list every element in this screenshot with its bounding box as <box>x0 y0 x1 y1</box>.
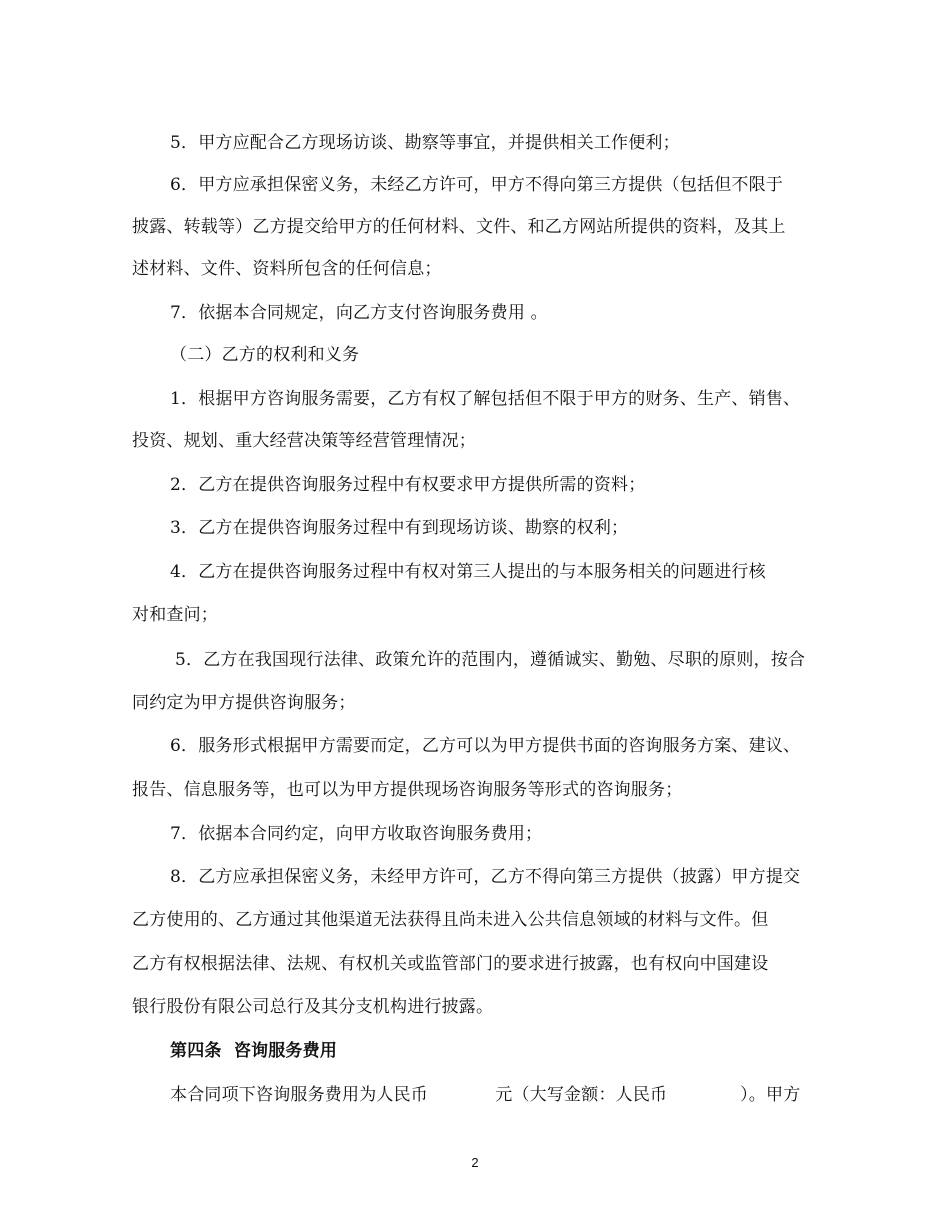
paragraph-line: 乙方使用的、乙方通过其他渠道无法获得且尚未进入公共信息领域的材料与文件。但 <box>132 910 769 930</box>
paragraph-line: 6．服务形式根据甲方需要而定，乙方可以为甲方提供书面的咨询服务方案、建议、 <box>170 736 801 756</box>
paragraph-line: 披露、转载等）乙方提交给甲方的任何材料、文件、和乙方网站所提供的资料，及其上 <box>132 217 786 237</box>
paragraph-line: 投资、规划、重大经营决策等经营管理情况； <box>132 431 476 451</box>
article-heading: 第四条 咨询服务费用 <box>170 1041 338 1061</box>
paragraph-line: 3．乙方在提供咨询服务过程中有到现场访谈、勘察的权利； <box>170 518 629 538</box>
paragraph-line: 5．甲方应配合乙方现场访谈、勘察等事宜，并提供相关工作便利； <box>170 133 680 153</box>
paragraph-line: 1．根据甲方咨询服务需要，乙方有权了解包括但不限于甲方的财务、生产、销售、 <box>170 389 801 409</box>
paragraph-line: 本合同项下咨询服务费用为人民币 元（大写金额：人民币 ）。甲方 <box>170 1085 801 1105</box>
paragraph-line: 银行股份有限公司总行及其分支机构进行披露。 <box>132 997 494 1017</box>
paragraph-line: 报告、信息服务等，也可以为甲方提供现场咨询服务等形式的咨询服务； <box>132 780 683 800</box>
page-number: 2 <box>471 1155 479 1170</box>
paragraph-line: 5．乙方在我国现行法律、政策允许的范围内，遵循诚实、勤勉、尽职的原则，按合 <box>175 650 806 670</box>
section-heading: （二）乙方的权利和义务 <box>170 345 360 365</box>
paragraph-line: 对和查问； <box>132 605 218 625</box>
paragraph-line: 乙方有权根据法律、法规、有权机关或监管部门的要求进行披露，也有权向中国建设 <box>132 954 769 974</box>
paragraph-line: 述材料、文件、资料所包含的任何信息； <box>132 259 442 279</box>
paragraph-line: 7．依据本合同约定，向甲方收取咨询服务费用； <box>170 824 543 844</box>
paragraph-line: 7．依据本合同规定，向乙方支付咨询服务费用 。 <box>170 303 548 323</box>
paragraph-line: 同约定为甲方提供咨询服务； <box>132 693 356 713</box>
paragraph-line: 6．甲方应承担保密义务，未经乙方许可，甲方不得向第三方提供（包括但不限于 <box>170 175 784 195</box>
paragraph-line: 4．乙方在提供咨询服务过程中有权对第三人提出的与本服务相关的问题进行核 <box>170 562 766 582</box>
paragraph-line: 2．乙方在提供咨询服务过程中有权要求甲方提供所需的资料； <box>170 475 646 495</box>
paragraph-line: 8．乙方应承担保密义务，未经甲方许可，乙方不得向第三方提供（披露）甲方提交 <box>170 867 801 887</box>
